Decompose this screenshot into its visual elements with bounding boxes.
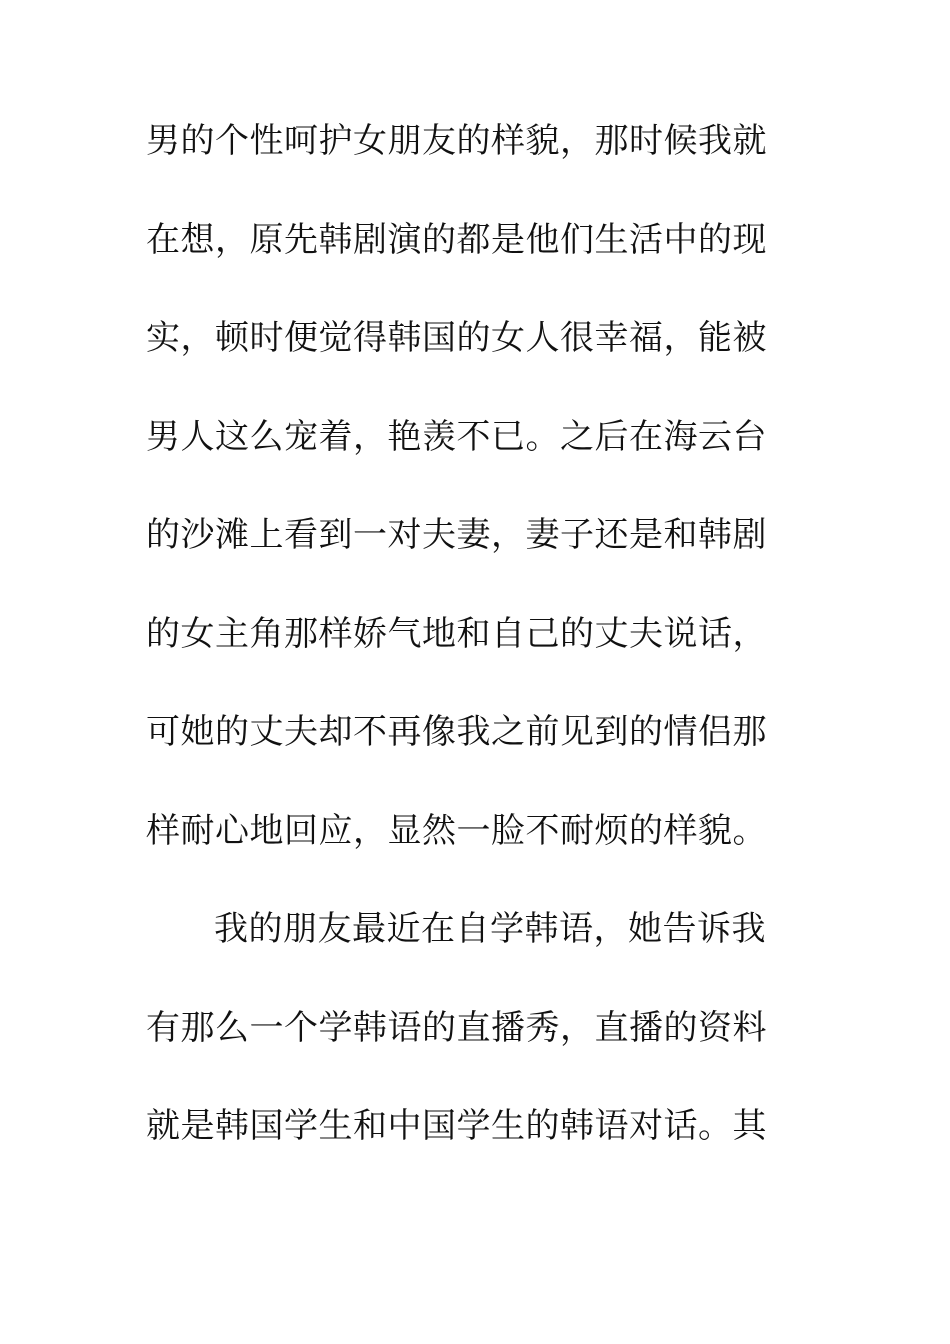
body-text bbox=[146, 121, 786, 1208]
text-line: 实，顿时便觉得韩国的女人很幸福，能被 bbox=[146, 318, 767, 358]
text-line: 有那么一个学韩语的直播秀，直播的资料 bbox=[146, 1007, 767, 1048]
text-line: 在想，原先韩剧演的都是他们生活中的现 bbox=[146, 219, 767, 260]
text-line: 的女主角那样娇气地和自己的丈夫说话， bbox=[146, 613, 767, 654]
text-line: 可她的丈夫却不再像我之前见到的情侣那 bbox=[146, 712, 767, 752]
paragraph-start-line: 我的朋友最近在自学韩语，她告诉我 bbox=[214, 909, 766, 949]
text-line: 样耐心地回应，显然一脸不耐烦的样貌。 bbox=[146, 810, 767, 851]
text-line: 男人这么宠着，艳羡不已。之后在海云台 bbox=[146, 416, 767, 457]
text-line: 就是韩国学生和中国学生的韩语对话。其 bbox=[146, 1106, 767, 1146]
text-line: 男的个性呵护女朋友的样貌，那时候我就 bbox=[146, 121, 767, 161]
text-line: 的沙滩上看到一对夫妻，妻子还是和韩剧 bbox=[146, 515, 767, 555]
